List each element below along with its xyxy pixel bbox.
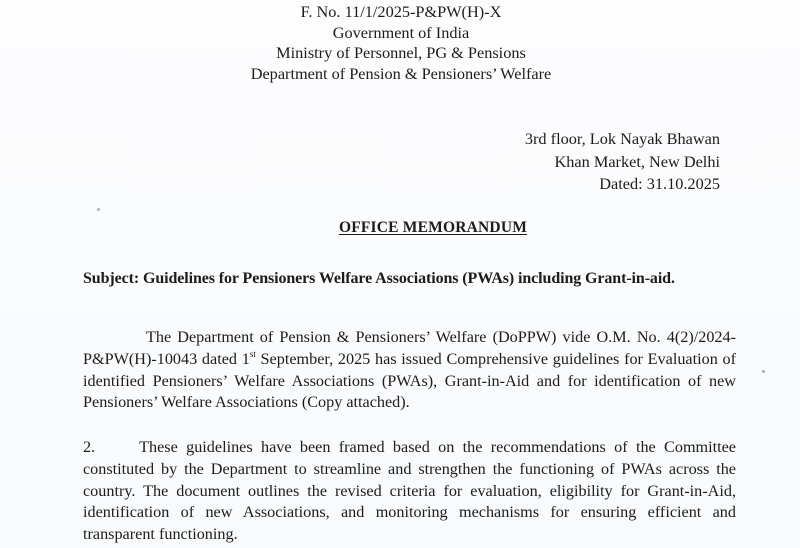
ministry-name: Ministry of Personnel, PG & Pensions <box>276 43 526 62</box>
paragraph-1 <box>83 327 736 414</box>
address-line-2: Khan Market, New Delhi <box>554 151 720 171</box>
address-block <box>525 128 720 196</box>
address-line-1: 3rd floor, Lok Nayak Bhawan <box>524 129 720 148</box>
department-name: Department of Pension & Pensioners’ Welfare <box>250 63 552 83</box>
scan-speck <box>97 208 100 211</box>
paragraph-1-text-a: The Department of Pension & Pensioners’ Welfare (DoPPW) vide O.M. No. 4(2)/2024-P&PW(H)-10043 dated 1 <box>83 328 736 368</box>
paragraph-1-text-b: September, 2025 has issued Comprehensive guidelines for Evaluation of identified Pensioners’ Welfare Associations (PWAs), Grant-in-Aid and for identification of new Pensioners’ Welfare Associations (Copy attached). <box>83 349 736 412</box>
file-number: F. No. 11/1/2025-P&PW(H)-X <box>300 2 502 21</box>
scan-speck <box>762 370 765 373</box>
paragraph-number: 2. <box>83 438 96 456</box>
ordinal-superscript: st <box>249 348 256 359</box>
subject-line: Subject: Guidelines for Pensioners Welfare Associations (PWAs) including Grant-in-aid. <box>83 270 675 287</box>
dated-line: Dated: 31.10.2025 <box>599 174 720 193</box>
letterhead <box>0 2 800 84</box>
paragraph-2 <box>83 437 736 546</box>
paragraph-2-text: These guidelines have been framed based on the recommendations of the Committee constituted by the Department to streamline and strengthen the functioning of PWAs across the country. The document outlines the revised criteria for evaluation, eligibility for Grant-in-Aid, identification of new Associations, and monitoring mechanisms for ensuring efficient and transparent functioning. <box>83 438 736 544</box>
memo-title: OFFICE MEMORANDUM <box>338 219 528 236</box>
government-name: Government of India <box>332 22 470 42</box>
